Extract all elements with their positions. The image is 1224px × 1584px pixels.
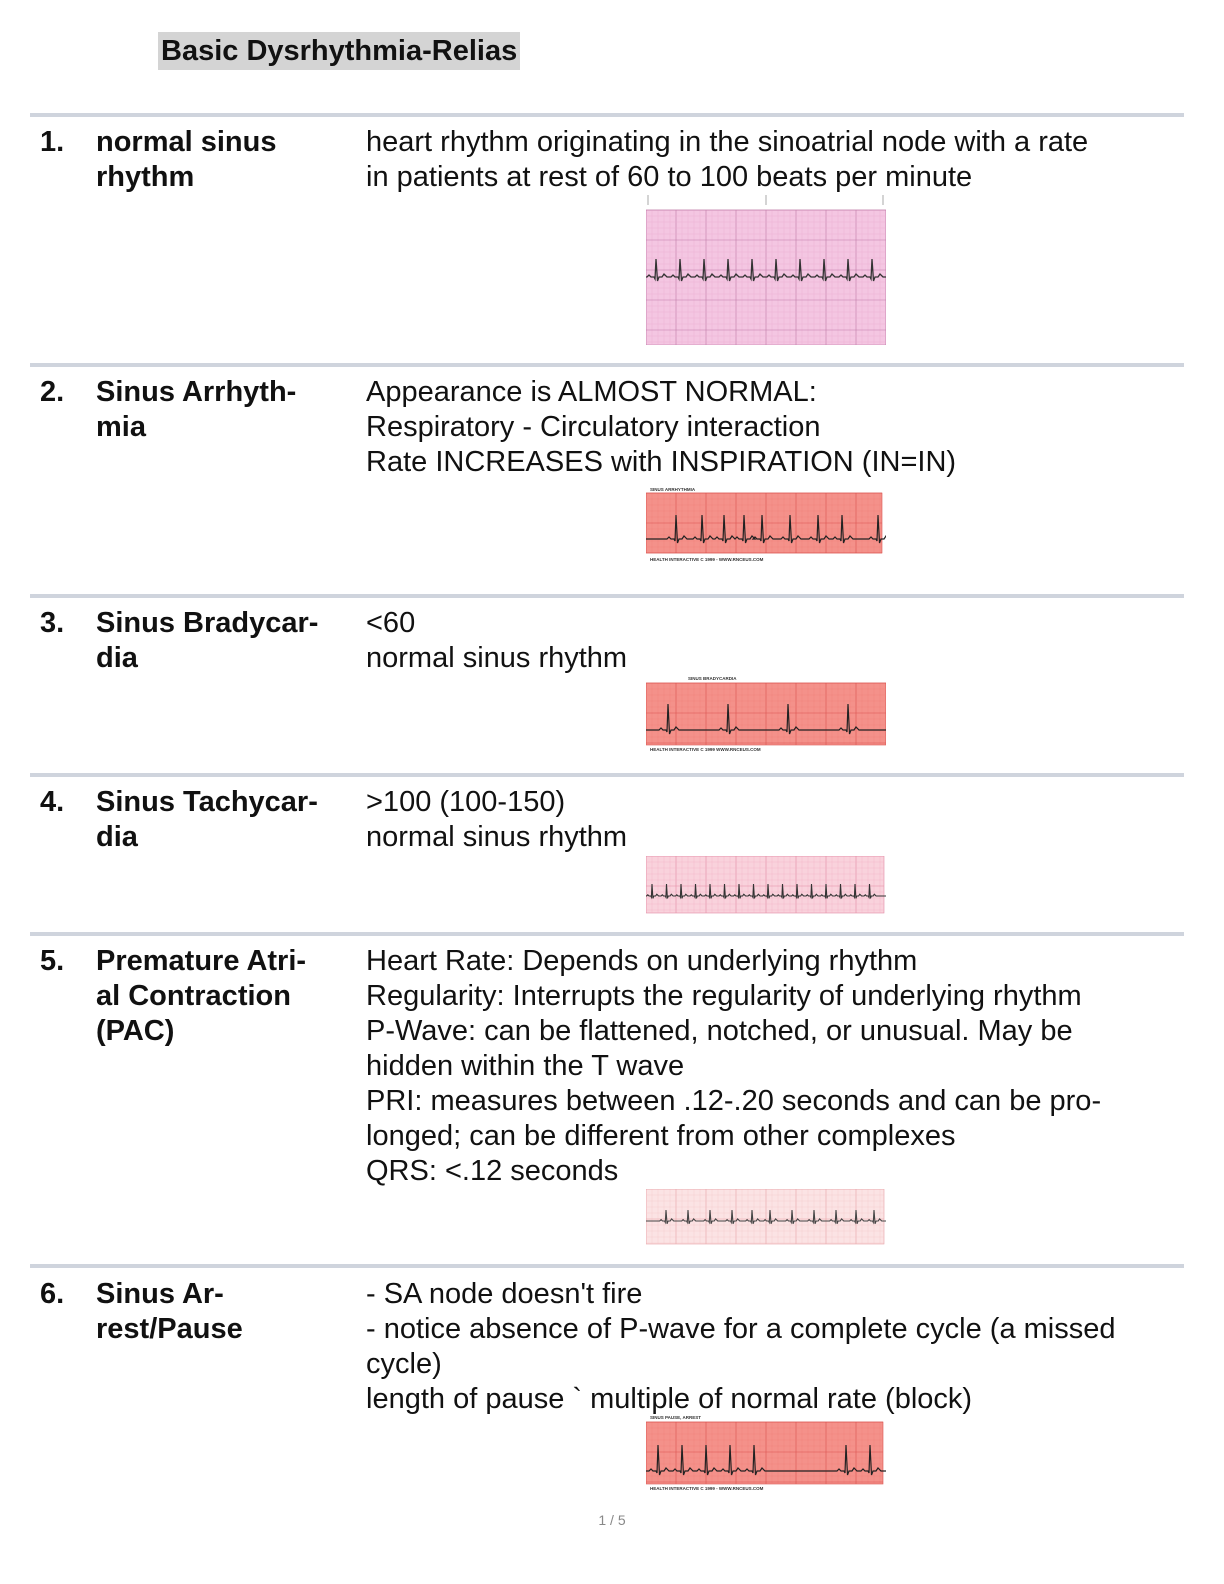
card-term [96,944,346,1049]
definition-line: length of pause ` multiple of normal rate (block) [366,1383,973,1415]
card-divider [30,363,1184,367]
card-term [96,1277,346,1347]
strip-caption-top: SINUS PAUSE, ARREST [650,1415,702,1420]
card-number: 6. [40,1278,65,1310]
card-definition [366,1277,1176,1417]
definition-line: - SA node doesn't fire [366,1278,643,1310]
definition-line: <60 [366,607,416,639]
card-definition [366,375,1176,480]
card-divider [30,1264,1184,1268]
definition-line: longed; can be different from other complexes [366,1120,956,1152]
definition-line: Heart Rate: Depends on underlying rhythm [366,945,918,977]
definition-line: in patients at rest of 60 to 100 beats per minute [366,161,973,193]
term-line: Premature Atri- [96,945,307,977]
term-line: mia [96,411,146,443]
term-line: dia [96,642,138,674]
definition-line: Regularity: Interrupts the regularity of underlying rhythm [366,980,1082,1012]
definition-line: heart rhythm originating in the sinoatrial node with a rate [366,126,1089,158]
ecg-strip-sinus-bradycardia [646,674,886,754]
page-indicator: 1 / 5 [598,1512,626,1528]
term-line: normal sinus [96,126,277,158]
term-line: Sinus Arrhyth- [96,376,297,408]
card-number: 5. [40,945,65,977]
ecg-strip-sinus-arrhythmia [646,485,886,565]
strip-caption-top: SINUS ARRHYTHMIA [650,487,696,492]
card-number: 3. [40,607,65,639]
card-number: 2. [40,376,65,408]
card-definition [366,125,1176,195]
card-definition [366,785,1176,855]
card-number: 4. [40,786,65,818]
card-divider [30,594,1184,598]
term-line: rhythm [96,161,195,193]
definition-line: normal sinus rhythm [366,821,628,853]
card-term [96,785,346,855]
card-term [96,375,346,445]
term-line: Sinus Bradycar- [96,607,319,639]
term-line: Sinus Tachycar- [96,786,318,818]
definition-line: Appearance is ALMOST NORMAL: [366,376,817,408]
term-line: dia [96,821,138,853]
definition-line: Respiratory - Circulatory interaction [366,411,821,443]
definition-line: cycle) [366,1348,442,1380]
document-title: Basic Dysrhythmia-Relias [158,32,520,70]
definition-line: hidden within the T wave [366,1050,685,1082]
strip-caption-bottom: HEALTH INTERACTIVE C 1999 WWW.RNCEUS.COM [650,747,761,752]
strip-caption-top: SINUS BRADYCARDIA [688,676,737,681]
card-divider [30,113,1184,117]
card-definition [366,944,1176,1189]
definition-line: >100 (100-150) [366,786,566,818]
definition-line: Rate INCREASES with INSPIRATION (IN=IN) [366,446,957,478]
card-term [96,125,346,195]
ecg-strip-normal-sinus [646,195,886,345]
definition-line: - notice absence of P-wave for a complete cycle (a missed [366,1313,1116,1345]
definition-line: normal sinus rhythm [366,642,628,674]
ecg-strip-sinus-pause [646,1413,886,1493]
definition-line: PRI: measures between .12-.20 seconds and can be pro- [366,1085,1102,1117]
ecg-strip-sinus-tachycardia [646,856,886,914]
term-line: Sinus Ar- [96,1278,224,1310]
card-divider [30,773,1184,777]
strip-caption-bottom: HEALTH INTERACTIVE C 1999 - WWW.RNCEUS.COM [650,557,764,562]
card-definition [366,606,1176,676]
card-divider [30,932,1184,936]
term-line: al Contraction [96,980,291,1012]
ecg-strip-pac [646,1189,886,1245]
ecg-grid [646,683,886,745]
strip-caption-bottom: HEALTH INTERACTIVE C 1999 - WWW.RNCEUS.COM [650,1486,764,1491]
term-line: rest/Pause [96,1313,243,1345]
definition-line: QRS: <.12 seconds [366,1155,619,1187]
term-line: (PAC) [96,1015,175,1047]
definition-line: P-Wave: can be flattened, notched, or unusual. May be [366,1015,1073,1047]
card-number: 1. [40,126,65,158]
card-term [96,606,346,676]
